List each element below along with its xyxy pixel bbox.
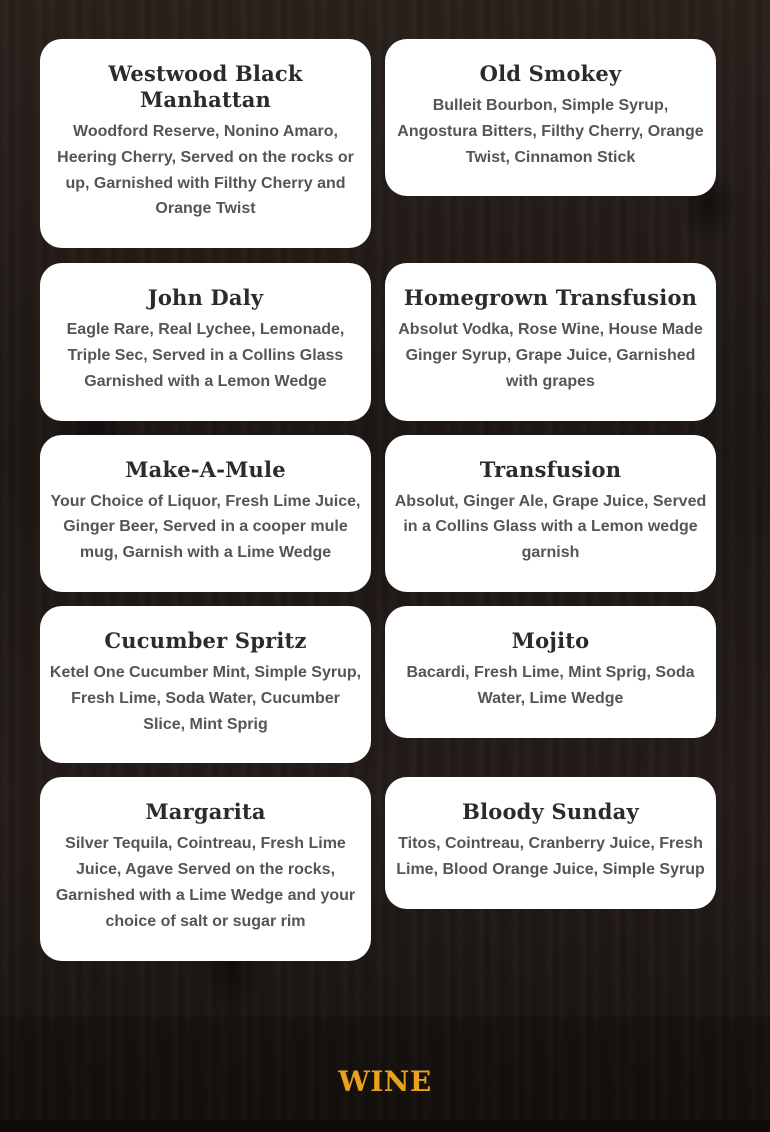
menu-item-description: Ketel One Cucumber Mint, Simple Syrup, Fresh Lime, Soda Water, Cucumber Slice, Mint Sprig [49, 663, 362, 733]
wine-section-heading: WINE [338, 1065, 432, 1098]
menu-item-name: Mojito [511, 627, 590, 653]
menu-item-description: Absolut, Ginger Ale, Grape Juice, Served in a Collins Glass with a Lemon wedge garnish [394, 492, 707, 562]
menu-item-description: Silver Tequila, Cointreau, Fresh Lime Juice, Agave Served on the rocks, Garnished with a Lime Wedge and your choice of salt or sugar rim [55, 835, 356, 930]
menu-item-description: Eagle Rare, Real Lychee, Lemonade, Triple Sec, Served in a Collins Glass Garnished with a Lemon Wedge [66, 321, 345, 390]
menu-item-name: Margarita [145, 799, 266, 825]
menu-item-name: Homegrown Transfusion [403, 285, 698, 311]
menu-item-description: Absolut Vodka, Rose Wine, House Made Ginger Syrup, Grape Juice, Garnished with grapes [398, 321, 703, 390]
menu-item-card [40, 606, 371, 763]
menu-item-card [385, 435, 716, 592]
menu-item-description: Your Choice of Liquor, Fresh Lime Juice, Ginger Beer, Served in a cooper mule mug, Garnish with a Lime Wedge [50, 492, 361, 562]
menu-item-name: John Daly [147, 285, 264, 311]
menu-item-description: Bacardi, Fresh Lime, Mint Sprig, Soda Water, Lime Wedge [406, 663, 695, 707]
menu-item-card [385, 606, 716, 738]
menu-item-name: Bloody Sunday [462, 799, 639, 825]
menu-item-card [40, 435, 371, 592]
menu-row [40, 777, 716, 960]
menu-item-card [40, 263, 371, 420]
menu-row [40, 435, 716, 592]
menu-row [40, 39, 716, 248]
menu-item-description: Bulleit Bourbon, Simple Syrup, Angostura Bitters, Filthy Cherry, Orange Twist, Cinnamon Stick [397, 97, 704, 166]
menu-item-name: Westwood Black Manhattan [108, 61, 303, 112]
menu-item-card [40, 39, 371, 248]
menu-item-name: Transfusion [479, 456, 622, 482]
menu-item-description: Woodford Reserve, Nonino Amaro, Heering Cherry, Served on the rocks or up, Garnished with Filthy Cherry and Orange Twist [57, 123, 354, 218]
page-bottom-bar [0, 1120, 770, 1132]
menu-row [40, 606, 716, 763]
menu-item-card [385, 39, 716, 196]
menu-item-description: Titos, Cointreau, Cranberry Juice, Fresh Lime, Blood Orange Juice, Simple Syrup [396, 835, 705, 879]
menu-item-card [385, 263, 716, 420]
menu-row [40, 263, 716, 420]
menu-item-name: Old Smokey [479, 61, 622, 86]
menu-item-card [385, 777, 716, 909]
menu-item-name: Make-A-Mule [125, 456, 286, 482]
cocktail-menu-grid [40, 39, 716, 961]
menu-item-name: Cucumber Spritz [104, 627, 307, 653]
menu-item-card [40, 777, 371, 960]
